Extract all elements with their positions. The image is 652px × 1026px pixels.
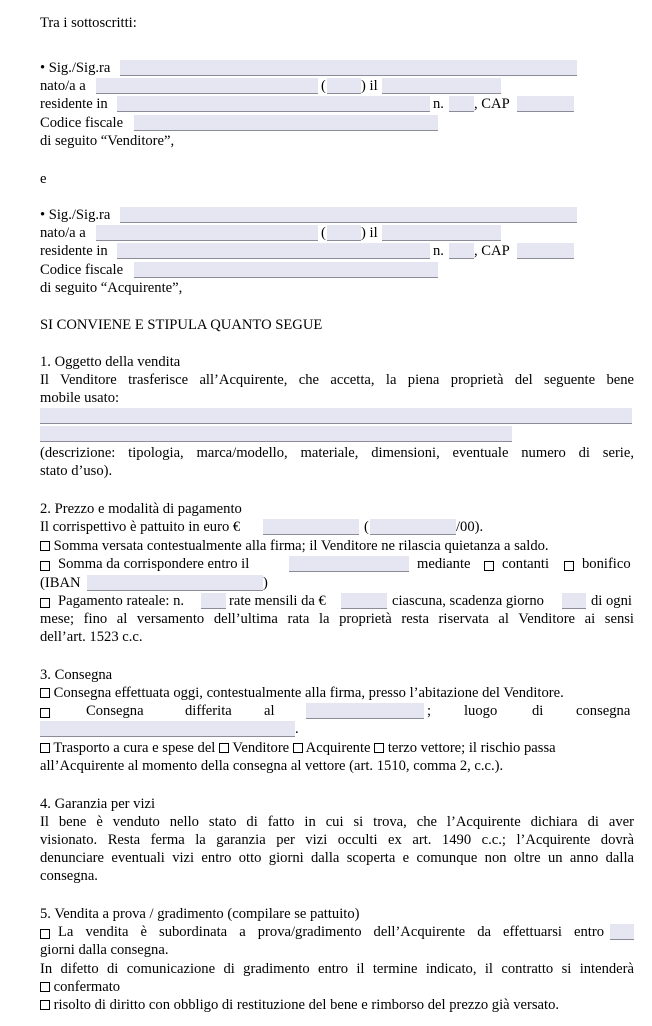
buyer-number-field[interactable] xyxy=(449,243,474,259)
installments-dueday-suffix: di ogni xyxy=(591,593,632,609)
item-description-hint: (descrizione: tipologia, marca/modello, materiale, dimensioni, eventuale numero di serie, xyxy=(40,445,634,461)
item-description-hint-cont: stato d’uso). xyxy=(40,463,113,479)
trial-rescinded-checkbox[interactable] xyxy=(40,1000,50,1010)
payment-deferred-checkbox[interactable] xyxy=(40,561,50,571)
buyer-name-label: • Sig./Sig.ra xyxy=(40,207,111,223)
buyer-province-open: ( xyxy=(321,225,326,241)
delivery-deferred-checkbox[interactable] xyxy=(40,708,50,718)
delivery-place-word-1: luogo xyxy=(464,703,498,719)
seller-residence-field[interactable] xyxy=(117,96,430,112)
section-2-title: 2. Prezzo e modalità di pagamento xyxy=(40,501,242,517)
transport-carrier-label: terzo vettore; il rischio passa xyxy=(387,740,556,756)
buyer-residence-field[interactable] xyxy=(117,243,430,259)
buyer-name-field[interactable] xyxy=(120,207,577,223)
section-5-title: 5. Vendita a prova / gradimento (compilare se pattuito) xyxy=(40,906,360,922)
seller-birthplace-field[interactable] xyxy=(96,78,318,94)
payment-option-full xyxy=(40,537,549,555)
payment-deferred-label: Somma da corrispondere entro il xyxy=(58,556,250,572)
seller-cap-label: , CAP xyxy=(474,96,510,112)
transport-carrier-checkbox[interactable] xyxy=(374,743,384,753)
item-description-field-1[interactable] xyxy=(40,408,632,424)
iban-field[interactable] xyxy=(87,575,263,591)
payment-cash-label: contanti xyxy=(502,556,550,572)
iban-close: ) xyxy=(263,575,268,591)
delivery-deferred-word-1: Consegna xyxy=(86,703,144,719)
delivery-place-word-3: consegna xyxy=(576,703,631,719)
transport-risk-text: all’Acquirente al momento della consegna al vettore (art. 1510, comma 2, c.c.). xyxy=(40,758,504,774)
seller-name-label: • Sig./Sig.ra xyxy=(40,60,111,76)
transport-checkbox[interactable] xyxy=(40,743,50,753)
section-1-text-cont: mobile usato: xyxy=(40,390,120,406)
transport-buyer-checkbox[interactable] xyxy=(293,743,303,753)
buyer-cap-field[interactable] xyxy=(517,243,574,259)
buyer-birthplace-label: nato/a a xyxy=(40,225,86,241)
transport-seller-checkbox[interactable] xyxy=(219,743,229,753)
buyer-cap-label: , CAP xyxy=(474,243,510,259)
delivery-deferred-word-3: al xyxy=(264,703,275,719)
delivery-place-word-2: di xyxy=(532,703,544,719)
delivery-place-field[interactable] xyxy=(40,721,295,737)
buyer-birthdate-field[interactable] xyxy=(382,225,501,241)
iban-label: (IBAN xyxy=(40,575,81,591)
seller-number-field[interactable] xyxy=(449,96,474,112)
transport-label: Trasporto a cura e spese del xyxy=(53,740,216,756)
trial-confirmed-label: confermato xyxy=(53,979,121,995)
buyer-birthdate-label: ) il xyxy=(361,225,378,241)
payment-full-checkbox[interactable] xyxy=(40,541,50,551)
seller-birthdate-label: ) il xyxy=(361,78,378,94)
seller-province-open: ( xyxy=(321,78,326,94)
payment-cash-checkbox[interactable] xyxy=(484,561,494,571)
price-words-open: ( xyxy=(364,519,369,535)
seller-cap-field[interactable] xyxy=(517,96,574,112)
installments-amount-label: rate mensili da € xyxy=(229,593,326,609)
installments-retention-text-cont: dell’art. 1523 c.c. xyxy=(40,629,143,645)
seller-cf-label: Codice fiscale xyxy=(40,115,124,131)
warranty-text-2: visionato. Resta ferma la garanzia per vizi occulti ex art. 1490 c.c.; l’Acquirente dovrà xyxy=(40,832,634,848)
seller-name-field[interactable] xyxy=(120,60,577,76)
price-label: Il corrispettivo è pattuito in euro € xyxy=(40,519,241,535)
installments-retention-text: mese; fino al versamento dell’ultima rata la proprietà resta riservata al Venditore ai sensi xyxy=(40,611,634,627)
payment-transfer-checkbox[interactable] xyxy=(564,561,574,571)
installments-amount-field[interactable] xyxy=(341,593,387,609)
seller-birthdate-field[interactable] xyxy=(382,78,501,94)
trial-confirmed-checkbox[interactable] xyxy=(40,982,50,992)
delivery-date-field[interactable] xyxy=(306,703,424,719)
price-number-field[interactable] xyxy=(263,519,359,535)
installments-dueday-label: ciascuna, scadenza giorno xyxy=(392,593,544,609)
installments-dueday-field[interactable] xyxy=(562,593,586,609)
trial-rescinded-label: risolto di diritto con obbligo di restituzione del bene e rimborso del prezzo già versato. xyxy=(53,997,560,1013)
installments-count-field[interactable] xyxy=(201,593,226,609)
payment-transfer-label: bonifico xyxy=(582,556,631,572)
seller-cf-field[interactable] xyxy=(134,115,438,131)
transport-option-line xyxy=(40,739,556,757)
seller-birthplace-label: nato/a a xyxy=(40,78,86,94)
intro-text: Tra i sottoscritti: xyxy=(40,15,137,31)
buyer-residence-label: residente in xyxy=(40,243,108,259)
price-words-field[interactable] xyxy=(370,519,456,535)
section-1-title: 1. Oggetto della vendita xyxy=(40,354,181,370)
trial-default-text: In difetto di comunicazione di gradimento entro il termine indicato, il contratto si intenderà xyxy=(40,961,634,977)
transport-seller-label: Venditore xyxy=(232,740,290,756)
delivery-place-end: . xyxy=(295,721,299,737)
trial-rescinded-option xyxy=(40,996,559,1014)
item-description-field-2[interactable] xyxy=(40,426,512,442)
warranty-text-4: consegna. xyxy=(40,868,98,884)
trial-confirmed-option xyxy=(40,978,120,996)
delivery-today-label: Consegna effettuata oggi, contestualmente alla firma, presso l’abitazione del Venditore. xyxy=(53,685,564,701)
agreement-heading: SI CONVIENE E STIPULA QUANTO SEGUE xyxy=(40,317,323,333)
payment-method-label: mediante xyxy=(417,556,471,572)
installments-label: Pagamento rateale: n. xyxy=(58,593,185,609)
buyer-number-label: n. xyxy=(433,243,444,259)
section-3-title: 3. Consegna xyxy=(40,667,113,683)
trial-sale-text-cont: giorni dalla consegna. xyxy=(40,942,169,958)
conjunction-text: e xyxy=(40,171,47,187)
trial-days-field[interactable] xyxy=(610,924,634,940)
delivery-today-checkbox[interactable] xyxy=(40,688,50,698)
section-1-text: Il Venditore trasferisce all’Acquirente, che accetta, la piena proprietà del seguente bene xyxy=(40,372,634,388)
buyer-cf-field[interactable] xyxy=(134,262,438,278)
seller-number-label: n. xyxy=(433,96,444,112)
trial-sale-text: La vendita è subordinata a prova/gradimento dell’Acquirente da effettuarsi entro xyxy=(58,924,604,940)
buyer-role-text: di seguito “Acquirente”, xyxy=(40,280,183,296)
seller-residence-label: residente in xyxy=(40,96,108,112)
payment-deferred-date-field[interactable] xyxy=(289,556,409,572)
trial-sale-checkbox[interactable] xyxy=(40,929,50,939)
seller-role-text: di seguito “Venditore”, xyxy=(40,133,175,149)
seller-province-field[interactable] xyxy=(327,78,361,94)
buyer-birthplace-field[interactable] xyxy=(96,225,318,241)
warranty-text-3: denunciare eventuali vizi entro otto giorni dalla scoperta e comunque non oltre un anno dalla xyxy=(40,850,634,866)
section-4-title: 4. Garanzia per vizi xyxy=(40,796,156,812)
warranty-text-1: Il bene è venduto nello stato di fatto in cui si trova, che l’Acquirente dichiara di aver xyxy=(40,814,634,830)
buyer-cf-label: Codice fiscale xyxy=(40,262,124,278)
buyer-province-field[interactable] xyxy=(327,225,361,241)
delivery-semicolon: ; xyxy=(427,703,432,719)
price-words-close: /00). xyxy=(456,519,484,535)
payment-full-label: Somma versata contestualmente alla firma; il Venditore ne rilascia quietanza a saldo. xyxy=(53,538,549,554)
delivery-option-today xyxy=(40,684,564,702)
payment-installments-checkbox[interactable] xyxy=(40,598,50,608)
transport-buyer-label: Acquirente xyxy=(305,740,371,756)
delivery-deferred-word-2: differita xyxy=(185,703,232,719)
